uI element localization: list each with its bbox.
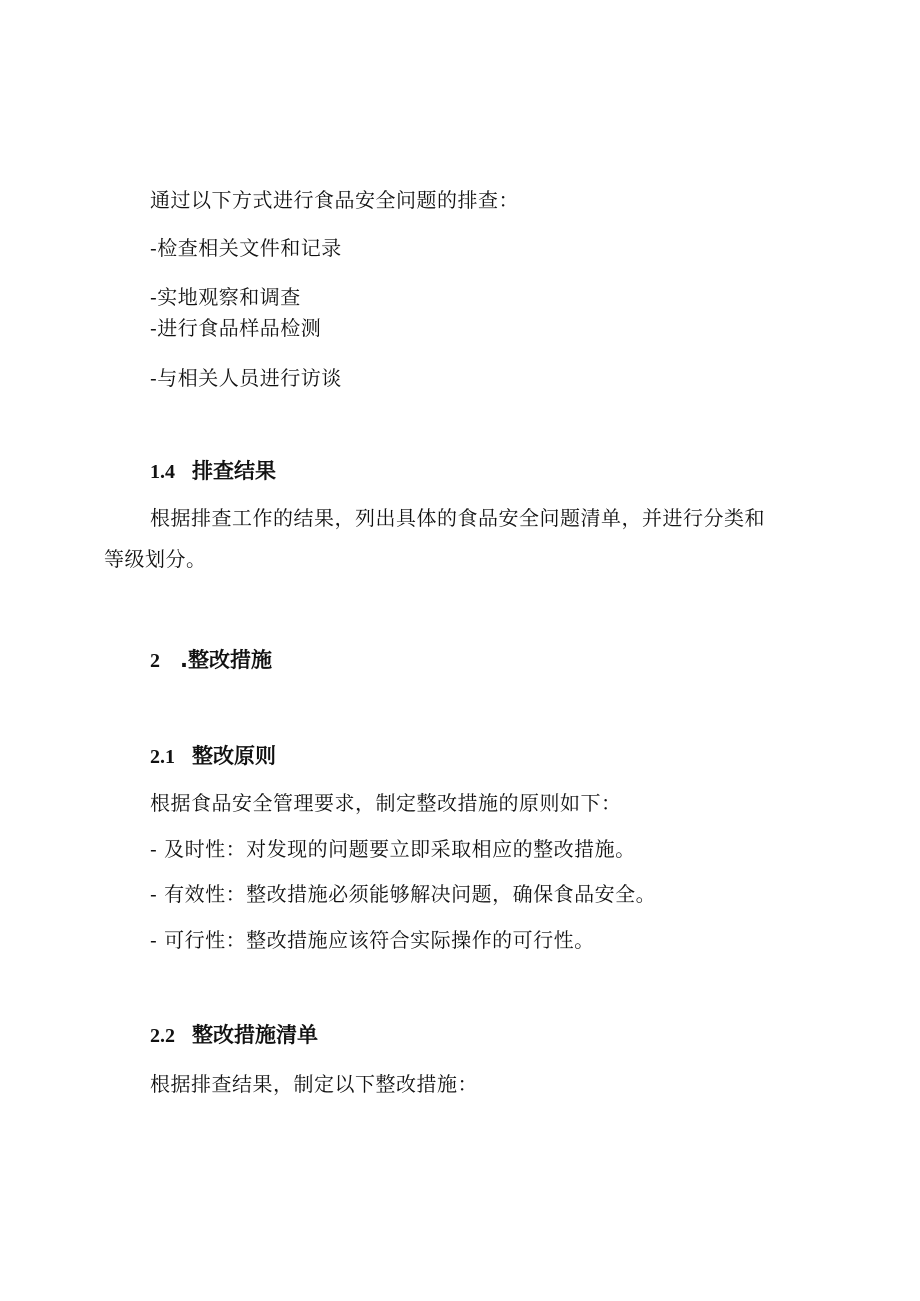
section-title: 整改原则 xyxy=(192,744,276,768)
principle-item: - 及时性：对发现的问题要立即采取相应的整改措施。 xyxy=(150,837,636,861)
intro-lead: 通过以下方式进行食品安全问题的排查： xyxy=(150,188,519,212)
method-item: -进行食品样品检测 xyxy=(150,316,322,340)
section-heading-2 xyxy=(150,646,272,675)
section-1-4-paragraph-line1: 根据排查工作的结果，列出具体的食品安全问题清单，并进行分类和 xyxy=(150,506,765,530)
section-heading-2-2 xyxy=(150,1021,318,1050)
section-number: 2 xyxy=(150,650,160,672)
method-item: -检查相关文件和记录 xyxy=(150,236,342,260)
principle-item: - 可行性：整改措施应该符合实际操作的可行性。 xyxy=(150,928,595,952)
section-number: 1.4 xyxy=(150,461,175,483)
section-heading-2-1 xyxy=(150,742,276,771)
section-number: 2.2 xyxy=(150,1025,175,1047)
section-title: .整改措施 xyxy=(180,648,272,672)
section-title: 整改措施清单 xyxy=(192,1023,318,1047)
section-2-1-lead: 根据食品安全管理要求，制定整改措施的原则如下： xyxy=(150,791,622,815)
principle-item: - 有效性：整改措施必须能够解决问题，确保食品安全。 xyxy=(150,882,657,906)
section-title: 排查结果 xyxy=(192,459,276,483)
section-heading-1-4 xyxy=(150,457,276,486)
method-item: -与相关人员进行访谈 xyxy=(150,366,342,390)
section-number: 2.1 xyxy=(150,746,175,768)
method-item: -实地观察和调查 xyxy=(150,285,301,309)
section-2-2-lead: 根据排查结果，制定以下整改措施： xyxy=(150,1072,478,1096)
section-1-4-paragraph-line2: 等级划分。 xyxy=(104,547,207,571)
